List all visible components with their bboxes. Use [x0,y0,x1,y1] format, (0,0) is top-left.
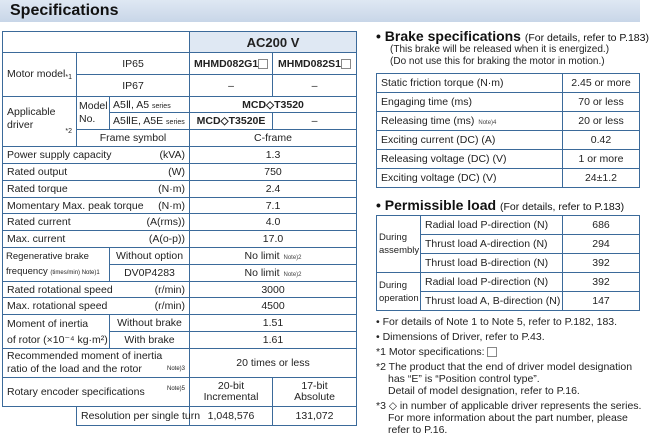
load-label: Thrust load A, B-direction (N) [421,292,563,311]
model-no-label: Model No. [77,97,110,130]
during-assembly-label: During assembly [377,216,421,273]
brake-value: 24±1.2 [563,169,640,188]
spec-value: 1.3 [190,147,357,164]
applicable-driver-label: Applicable driver *2 [3,97,77,147]
driver-model-e: MCD◇T3520E [190,113,273,130]
motor-model-g1: MHMD082G1 [190,53,273,75]
regen-option: DV0P4283 [110,265,190,282]
spec-value: 750 [190,164,357,181]
section-header [0,0,640,22]
spec-row-label: Momentary Max. peak torque (N·m) [3,198,190,214]
brake-table [376,73,640,188]
spec-row-label: Max. current (A(o-p)) [3,231,190,248]
page-title: Specifications [10,2,119,19]
brake-label: Releasing time (ms) Note)4 [377,112,563,131]
spec-row-label: Rated current (A(rms)) [3,214,190,231]
load-value: 392 [563,273,640,292]
encoder-absolute: 17-bit Absolute [273,378,357,407]
cell: – [273,75,357,97]
driver-model: MCD◇T3520 [190,97,357,113]
resolution-label: Resolution per single turn [77,407,190,426]
load-section-title: • Permissible load (For details, refer to P.183) [376,197,625,213]
footnote: *2 The product that the end of driver model designation has “E” is “Position control type”. [376,361,633,385]
load-label: Thrust load A-direction (N) [421,235,563,254]
footnotes [376,316,648,436]
footnote: *1 Motor specifications: [376,346,648,358]
brake-label: Exciting current (DC) (A) [377,131,563,150]
spec-value: 7.1 [190,198,357,214]
spec-value: 20 times or less [190,349,357,378]
recommended-label: Recommended moment of inertia ratio of the load and the rotor Note)3 [3,349,190,378]
motor-model-s1: MHMD082S1 [273,53,357,75]
inertia-label: Moment of inertia of rotor (×10⁻⁴ kg·m²) [3,315,110,349]
load-value: 294 [563,235,640,254]
inertia-option: With brake [110,332,190,349]
permissible-load-table [376,215,640,311]
load-value: 392 [563,254,640,273]
cell: – [190,75,273,97]
brake-label: Engaging time (ms) [377,93,563,112]
cell: – [273,113,357,130]
spec-value: 1.51 [190,315,357,332]
brake-value: 2.45 or more [563,74,640,93]
brake-label: Releasing voltage (DC) (V) [377,150,563,169]
regen-brake-label: Regenerative brake frequency (times/min) Note)1 [3,248,110,282]
spec-value: 1.61 [190,332,357,349]
load-value: 147 [563,292,640,311]
spec-row-label: Rated output (W) [3,164,190,181]
regen-value: No limit Note)2 [190,265,357,282]
load-value: 686 [563,216,640,235]
load-label: Radial load P-direction (N) [421,273,563,292]
encoder-label: Rotary encoder specifications Note)5 [3,378,190,407]
regen-option: Without option [110,248,190,265]
brake-label: Exciting voltage (DC) (V) [377,169,563,188]
ip67-label: IP67 [77,75,190,97]
a5e-series: A5ⅡE, A5E series [110,113,190,130]
brake-value: 20 or less [563,112,640,131]
regen-value: No limit Note)2 [190,248,357,265]
spec-value: 1,048,576 [190,407,273,426]
brake-label: Static friction torque (N·m) [377,74,563,93]
brake-value: 70 or less [563,93,640,112]
spec-row-label: Rated rotational speed (r/min) [3,282,190,298]
spec-value: 2.4 [190,181,357,198]
during-operation-label: During operation [377,273,421,311]
footnote: Detail of model designation, refer to P.16. [388,385,580,397]
brake-note: (This brake will be released when it is energized.) (Do not use this for braking the motor in motion.) [390,44,610,67]
spec-value: 4.0 [190,214,357,231]
spec-value: 17.0 [190,231,357,248]
inertia-option: Without brake [110,315,190,332]
motor-model-label: Motor model *1 [3,53,77,97]
brake-value: 1 or more [563,150,640,169]
brake-value: 0.42 [563,131,640,150]
footnote: • For details of Note 1 to Note 5, refer to P.182, 183. [376,316,618,328]
spec-value: 131,072 [273,407,357,426]
frame-value: C-frame [190,130,357,147]
load-label: Radial load P-direction (N) [421,216,563,235]
footnote: *3 ◇ in number of applicable driver represents the series. For more information about the part number, please refer to P.16. [376,400,642,436]
spec-row-label: Power supply capacity (kVA) [3,147,190,164]
ip65-label: IP65 [77,53,190,75]
voltage-header: AC200 V [190,32,357,53]
frame-symbol-label: Frame symbol [77,130,190,147]
specifications-table [2,31,357,426]
a5-series: A5Ⅱ, A5 series [110,97,190,113]
encoder-incremental: 20-bit Incremental [190,378,273,407]
footnote: • Dimensions of Driver, refer to P.43. [376,331,545,343]
spec-row-label: Rated torque (N·m) [3,181,190,198]
brake-section-title: • Brake specifications (For details, refer to P.183) [376,28,649,44]
spec-value: 4500 [190,298,357,315]
spec-value: 3000 [190,282,357,298]
spec-row-label: Max. rotational speed (r/min) [3,298,190,315]
load-label: Thrust load B-direction (N) [421,254,563,273]
